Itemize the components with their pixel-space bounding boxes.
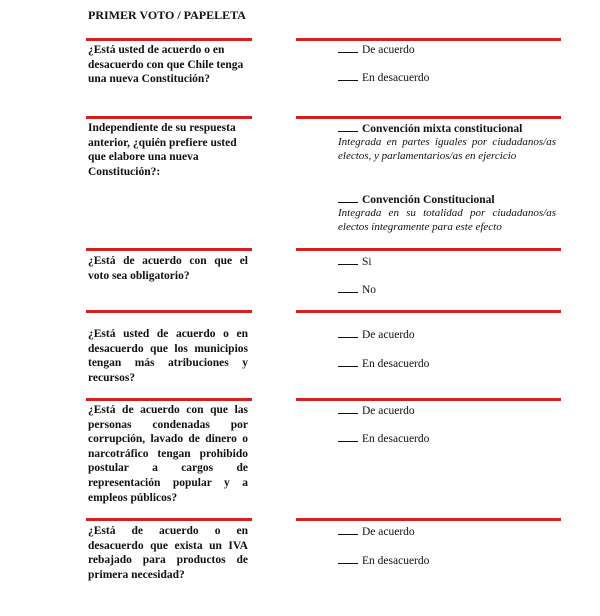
option-en-desacuerdo-6[interactable]: En desacuerdo — [338, 553, 429, 568]
checkbox-line[interactable] — [338, 282, 358, 293]
checkbox-line[interactable] — [338, 192, 358, 203]
divider-line — [296, 38, 561, 41]
divider-line — [86, 116, 252, 119]
divider-line — [86, 248, 252, 251]
divider-line — [296, 518, 561, 521]
question-3: ¿Está de acuerdo con que el voto sea obligatorio? — [88, 255, 248, 282]
question-4: ¿Está usted de acuerdo o en desacuerdo que los municipios tengan más atribuciones y recursos? — [88, 328, 248, 384]
checkbox-line[interactable] — [338, 553, 358, 564]
option-de-acuerdo-6[interactable]: De acuerdo — [338, 524, 415, 539]
question-5: ¿Está de acuerdo con que las personas condenadas por corrupción, lavado de dinero o narcotráfico tengan prohibido postular a cargos de representación popular y a empleos públicos? — [88, 404, 248, 504]
checkbox-line[interactable] — [338, 356, 358, 367]
option-convencion-mixta[interactable]: Convención mixta constitucional — [338, 121, 522, 136]
divider-line — [296, 310, 561, 313]
option-de-acuerdo-1[interactable]: De acuerdo — [338, 42, 415, 57]
checkbox-line[interactable] — [338, 431, 358, 442]
divider-line — [86, 38, 252, 41]
divider-line — [86, 310, 252, 313]
option-convencion-constitucional-desc: Integrada en su totalidad por ciudadanos/as electos íntegramente para este efecto — [338, 207, 556, 233]
checkbox-line[interactable] — [338, 121, 358, 132]
option-de-acuerdo-4[interactable]: De acuerdo — [338, 327, 415, 342]
question-2: Independiente de su respuesta anterior, ¿quién prefiere usted que elabore una nueva Constitución?: — [88, 122, 237, 178]
divider-line — [86, 398, 252, 401]
divider-line — [296, 398, 561, 401]
divider-line — [86, 518, 252, 521]
question-6: ¿Está de acuerdo o en desacuerdo que exista un IVA rebajado para productos de primera necesidad? — [88, 525, 248, 581]
option-convencion-constitucional[interactable]: Convención Constitucional — [338, 192, 495, 207]
option-en-desacuerdo-1[interactable]: En desacuerdo — [338, 70, 429, 85]
option-de-acuerdo-5[interactable]: De acuerdo — [338, 403, 415, 418]
option-en-desacuerdo-5[interactable]: En desacuerdo — [338, 431, 429, 446]
checkbox-line[interactable] — [338, 403, 358, 414]
divider-line — [296, 116, 561, 119]
divider-line — [296, 248, 561, 251]
option-en-desacuerdo-4[interactable]: En desacuerdo — [338, 356, 429, 371]
checkbox-line[interactable] — [338, 327, 358, 338]
checkbox-line[interactable] — [338, 42, 358, 53]
checkbox-line[interactable] — [338, 70, 358, 81]
checkbox-line[interactable] — [338, 254, 358, 265]
option-no[interactable]: No — [338, 282, 376, 297]
option-si[interactable]: Si — [338, 254, 372, 269]
option-convencion-mixta-desc: Integrada en partes iguales por ciudadanos/as electos, y parlamentarios/as en ejercicio — [338, 136, 556, 162]
ballot-title: PRIMER VOTO / PAPELETA — [88, 8, 246, 22]
question-1: ¿Está usted de acuerdo o en desacuerdo con que Chile tenga una nueva Constitución? — [88, 44, 244, 86]
checkbox-line[interactable] — [338, 524, 358, 535]
